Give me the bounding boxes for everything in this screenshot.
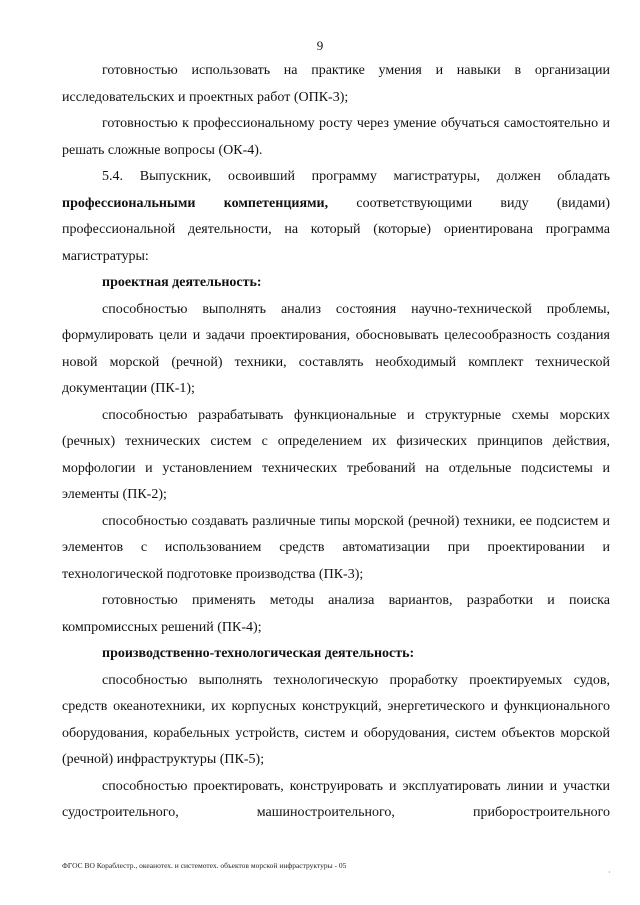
paragraph-pk-5: способностью выполнять технологическую проработку проектируемых судов, средств океанотехники, их корпусных конструкций, энергетического и функционального оборудования, корабельных устройств, систем и оборудования, систем объектов морской (речной) инфраструктуры (ПК-5);	[62, 672, 610, 767]
paragraph-pk-3: способностью создавать различные типы морской (речной) техники, ее подсистем и элементов с использованием средств автоматизации при проектировании и технологической подготовке производства (ПК-3);	[62, 513, 610, 582]
document-body	[62, 58, 610, 827]
heading-production-activity: производственно-технологическая деятельность:	[102, 646, 415, 661]
page-number: 9	[316, 38, 324, 53]
paragraph-opk-3: готовностью использовать на практике умения и навыки в организации исследовательских и проектных работ (ОПК-3);	[62, 63, 610, 105]
paragraph-5-4-lead: 5.4. Выпускник, освоивший программу магистратуры, должен обладать	[102, 169, 610, 184]
paragraph-5-4-rest: соответствующими виду (видами) профессиональной деятельности, на который (которые) ориентирована программа магистратуры:	[62, 195, 610, 264]
footer-standard-title: ФГОС ВО Кораблестр., океанотех. и системотех. объектов морской инфраструктуры - 05	[62, 861, 347, 870]
paragraph-5-4	[62, 164, 610, 270]
heading-project-activity: проектная деятельность:	[102, 275, 262, 290]
paragraph-pk-1: способностью выполнять анализ состояния научно-технической проблемы, формулировать цели и задачи проектирования, обосновывать целесообразность создания новой морской (речной) техники, составлять необходимый комплект технической документации (ПК-1);	[62, 301, 610, 396]
paragraph-pk-4: готовностью применять методы анализа вариантов, разработки и поиска компромиссных решений (ПК-4);	[62, 593, 610, 635]
margin-mark: ·	[608, 868, 611, 877]
paragraph-pk-2: способностью разрабатывать функциональные и структурные схемы морских (речных) технических систем с определением их физических принципов действия, морфологии и установлением технических требований на отдельные подсистемы и элементы (ПК-2);	[62, 407, 610, 502]
paragraph-pk-6-start: способностью проектировать, конструировать и эксплуатировать линии и участки судостроительного, машиностроительного, приборостроительного	[62, 778, 610, 820]
professional-competences-term: профессиональными компетенциями,	[62, 195, 329, 211]
paragraph-ok-4: готовностью к профессиональному росту через умение обучаться самостоятельно и решать сложные вопросы (ОК-4).	[62, 116, 610, 158]
